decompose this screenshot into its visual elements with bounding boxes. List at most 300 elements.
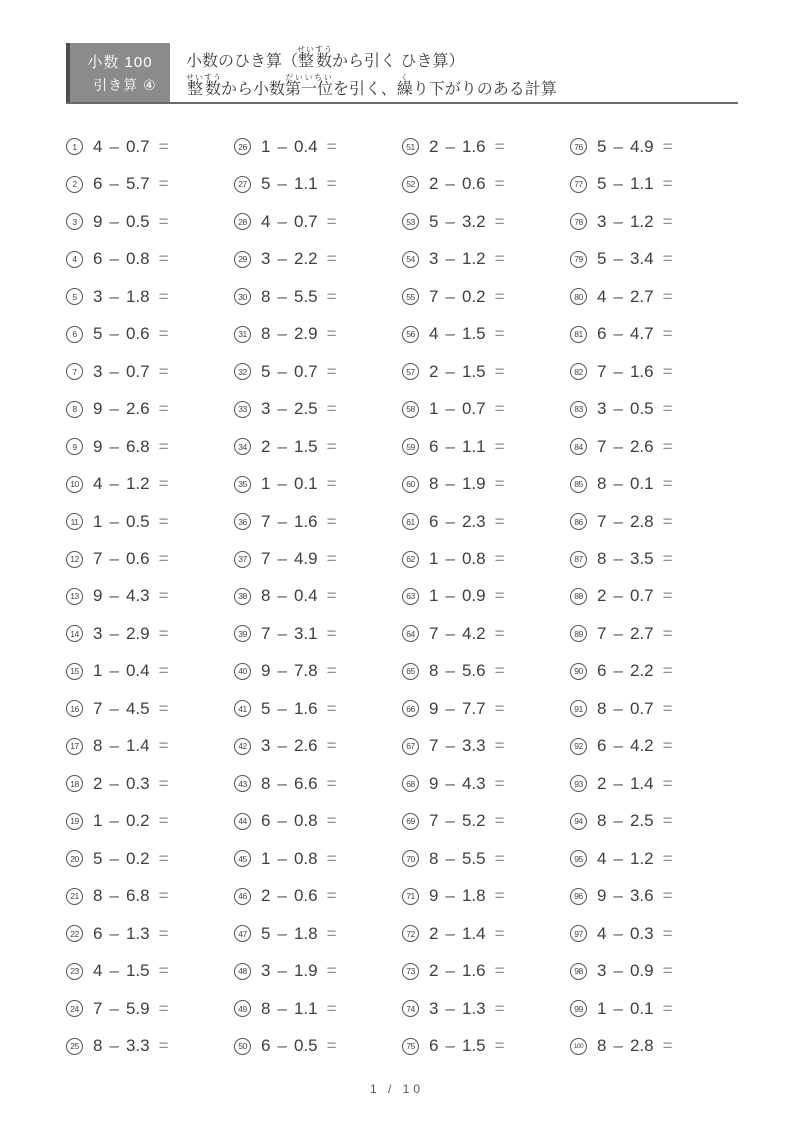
equals-sign: = xyxy=(326,1036,337,1056)
problem-number-badge: 54 xyxy=(402,251,419,268)
minus-sign: – xyxy=(613,174,623,194)
problem-expression: 9 – 0.5 = xyxy=(93,211,169,231)
minus-sign: – xyxy=(277,436,287,456)
minus-sign: – xyxy=(445,923,455,943)
equals-sign: = xyxy=(494,848,505,868)
problem-expression: 9 – 6.8 = xyxy=(93,436,169,456)
problem-number-badge: 41 xyxy=(234,700,251,717)
minus-sign: – xyxy=(445,249,455,269)
problem-expression: 9 – 3.6 = xyxy=(597,886,673,906)
problem-row xyxy=(66,953,234,990)
problem-number-badge: 88 xyxy=(570,588,587,605)
problem-number-badge: 6 xyxy=(66,326,83,343)
problem-expression: 5 – 1.8 = xyxy=(261,923,337,943)
minus-sign: – xyxy=(277,661,287,681)
equals-sign: = xyxy=(494,211,505,231)
problem-row xyxy=(570,803,738,840)
problem-row xyxy=(66,653,234,690)
equals-sign: = xyxy=(494,324,505,344)
minus-sign: – xyxy=(613,361,623,381)
problem-number-badge: 98 xyxy=(570,963,587,980)
problem-number-badge: 11 xyxy=(66,513,83,530)
problem-number-badge: 45 xyxy=(234,850,251,867)
problem-number-badge: 46 xyxy=(234,888,251,905)
equals-sign: = xyxy=(494,1036,505,1056)
problem-row xyxy=(402,428,570,465)
problem-row xyxy=(66,465,234,502)
minus-sign: – xyxy=(613,549,623,568)
minus-sign: – xyxy=(277,698,287,718)
equals-sign: = xyxy=(662,848,673,868)
problem-row xyxy=(66,353,234,390)
equals-sign: = xyxy=(662,549,673,568)
minus-sign: – xyxy=(445,811,455,831)
problem-row xyxy=(402,953,570,990)
problem-number-badge: 71 xyxy=(402,888,419,905)
problem-expression: 6 – 2.2 = xyxy=(597,661,673,681)
problem-row xyxy=(66,990,234,1027)
problem-expression: 2 – 0.7 = xyxy=(597,586,673,606)
problem-number-badge: 18 xyxy=(66,775,83,792)
problem-number-badge: 53 xyxy=(402,213,419,230)
minus-sign: – xyxy=(277,211,287,231)
equals-sign: = xyxy=(494,661,505,681)
equals-sign: = xyxy=(326,848,337,868)
minus-sign: – xyxy=(613,698,623,718)
equals-sign: = xyxy=(326,623,337,643)
problem-expression: 7 – 2.6 = xyxy=(597,436,673,456)
problem-row xyxy=(66,128,234,165)
problem-row xyxy=(66,578,234,615)
problem-expression: 7 – 4.2 = xyxy=(429,623,505,643)
equals-sign: = xyxy=(494,436,505,456)
problem-expression: 8 – 1.4 = xyxy=(93,736,169,756)
equals-sign: = xyxy=(662,623,673,643)
minus-sign: – xyxy=(109,811,119,831)
minus-sign: – xyxy=(613,848,623,868)
problem-number-badge: 34 xyxy=(234,438,251,455)
minus-sign: – xyxy=(277,998,287,1018)
minus-sign: – xyxy=(445,211,455,231)
equals-sign: = xyxy=(662,998,673,1018)
equals-sign: = xyxy=(326,324,337,344)
equals-sign: = xyxy=(662,1036,673,1056)
problem-number-badge: 97 xyxy=(570,925,587,942)
equals-sign: = xyxy=(494,811,505,831)
problem-expression: 1 – 0.8 = xyxy=(429,549,505,568)
equals-sign: = xyxy=(158,511,169,531)
problem-number-badge: 57 xyxy=(402,363,419,380)
problem-row xyxy=(570,203,738,240)
minus-sign: – xyxy=(277,399,287,419)
problem-number-badge: 27 xyxy=(234,176,251,193)
problem-row xyxy=(234,915,402,952)
problem-expression: 9 – 4.3 = xyxy=(93,586,169,606)
minus-sign: – xyxy=(277,136,287,156)
minus-sign: – xyxy=(445,136,455,156)
minus-sign: – xyxy=(277,623,287,643)
minus-sign: – xyxy=(277,811,287,831)
problem-number-badge: 89 xyxy=(570,625,587,642)
problem-row xyxy=(234,728,402,765)
problem-number-badge: 68 xyxy=(402,775,419,792)
problem-row xyxy=(570,915,738,952)
equals-sign: = xyxy=(662,586,673,606)
problem-expression: 7 – 2.8 = xyxy=(597,511,673,531)
problem-number-badge: 23 xyxy=(66,963,83,980)
minus-sign: – xyxy=(613,998,623,1018)
minus-sign: – xyxy=(445,174,455,194)
equals-sign: = xyxy=(326,998,337,1018)
problem-expression: 7 – 5.2 = xyxy=(429,811,505,831)
minus-sign: – xyxy=(109,399,119,419)
problem-number-badge: 3 xyxy=(66,213,83,230)
problem-row xyxy=(570,653,738,690)
problem-row xyxy=(402,690,570,727)
problem-row xyxy=(234,878,402,915)
problem-number-badge: 2 xyxy=(66,176,83,193)
problem-number-badge: 14 xyxy=(66,625,83,642)
problem-row xyxy=(234,840,402,877)
problem-expression: 3 – 2.6 = xyxy=(261,736,337,756)
problem-number-badge: 52 xyxy=(402,176,419,193)
minus-sign: – xyxy=(445,511,455,531)
problem-expression: 5 – 1.6 = xyxy=(261,698,337,718)
minus-sign: – xyxy=(277,961,287,981)
worksheet-title: 小数のひき算（整数せいすうから引く ひき算） xyxy=(186,45,465,71)
problem-number-badge: 21 xyxy=(66,888,83,905)
problem-expression: 8 – 6.6 = xyxy=(261,773,337,793)
equals-sign: = xyxy=(158,923,169,943)
equals-sign: = xyxy=(326,474,337,494)
minus-sign: – xyxy=(445,549,455,568)
equals-sign: = xyxy=(158,773,169,793)
equals-sign: = xyxy=(662,286,673,306)
minus-sign: – xyxy=(613,324,623,344)
problem-number-badge: 56 xyxy=(402,326,419,343)
equals-sign: = xyxy=(662,773,673,793)
problem-expression: 3 – 0.5 = xyxy=(597,399,673,419)
problem-expression: 3 – 1.8 = xyxy=(93,286,169,306)
problem-row xyxy=(234,1028,402,1065)
problem-row xyxy=(234,315,402,352)
minus-sign: – xyxy=(445,361,455,381)
equals-sign: = xyxy=(494,474,505,494)
equals-sign: = xyxy=(158,661,169,681)
problem-row xyxy=(66,240,234,277)
minus-sign: – xyxy=(613,474,623,494)
equals-sign: = xyxy=(158,848,169,868)
problem-row xyxy=(66,390,234,427)
problem-row xyxy=(570,465,738,502)
minus-sign: – xyxy=(109,549,119,568)
minus-sign: – xyxy=(445,773,455,793)
problem-row xyxy=(66,165,234,202)
problem-row xyxy=(234,653,402,690)
minus-sign: – xyxy=(445,661,455,681)
problem-row xyxy=(234,503,402,540)
problem-expression: 2 – 1.6 = xyxy=(429,961,505,981)
equals-sign: = xyxy=(326,286,337,306)
problem-row xyxy=(66,540,234,577)
problem-row xyxy=(570,1028,738,1065)
problem-expression: 8 – 1.9 = xyxy=(429,474,505,494)
minus-sign: – xyxy=(613,923,623,943)
problem-expression: 9 – 7.7 = xyxy=(429,698,505,718)
equals-sign: = xyxy=(158,286,169,306)
equals-sign: = xyxy=(662,174,673,194)
minus-sign: – xyxy=(445,286,455,306)
equals-sign: = xyxy=(494,174,505,194)
minus-sign: – xyxy=(109,211,119,231)
equals-sign: = xyxy=(158,623,169,643)
problem-number-badge: 65 xyxy=(402,663,419,680)
problem-number-badge: 51 xyxy=(402,138,419,155)
problem-row xyxy=(402,765,570,802)
problem-row xyxy=(234,128,402,165)
minus-sign: – xyxy=(445,399,455,419)
problem-number-badge: 84 xyxy=(570,438,587,455)
equals-sign: = xyxy=(662,324,673,344)
problem-expression: 8 – 2.8 = xyxy=(597,1036,673,1056)
problem-number-badge: 73 xyxy=(402,963,419,980)
problem-number-badge: 16 xyxy=(66,700,83,717)
problem-number-badge: 22 xyxy=(66,925,83,942)
problem-expression: 3 – 1.3 = xyxy=(429,998,505,1018)
equals-sign: = xyxy=(494,361,505,381)
problem-row xyxy=(402,503,570,540)
minus-sign: – xyxy=(277,886,287,906)
problem-number-badge: 17 xyxy=(66,738,83,755)
equals-sign: = xyxy=(494,286,505,306)
problem-expression: 7 – 3.3 = xyxy=(429,736,505,756)
minus-sign: – xyxy=(277,324,287,344)
problem-expression: 1 – 0.1 = xyxy=(261,474,337,494)
equals-sign: = xyxy=(326,661,337,681)
minus-sign: – xyxy=(109,773,119,793)
problem-row xyxy=(402,1028,570,1065)
problem-number-badge: 28 xyxy=(234,213,251,230)
problem-expression: 3 – 2.5 = xyxy=(261,399,337,419)
problem-row xyxy=(234,690,402,727)
equals-sign: = xyxy=(158,811,169,831)
problem-expression: 4 – 0.7 = xyxy=(261,211,337,231)
problem-row xyxy=(402,840,570,877)
problems-grid xyxy=(66,128,738,1065)
problem-number-badge: 67 xyxy=(402,738,419,755)
minus-sign: – xyxy=(109,586,119,606)
problem-expression: 1 – 0.5 = xyxy=(93,511,169,531)
equals-sign: = xyxy=(326,174,337,194)
equals-sign: = xyxy=(158,886,169,906)
problem-row xyxy=(66,315,234,352)
minus-sign: – xyxy=(109,998,119,1018)
problem-number-badge: 44 xyxy=(234,813,251,830)
equals-sign: = xyxy=(326,736,337,756)
problem-expression: 6 – 0.8 = xyxy=(93,249,169,269)
equals-sign: = xyxy=(158,361,169,381)
minus-sign: – xyxy=(277,586,287,606)
problem-number-badge: 32 xyxy=(234,363,251,380)
minus-sign: – xyxy=(613,249,623,269)
equals-sign: = xyxy=(326,549,337,568)
equals-sign: = xyxy=(326,361,337,381)
minus-sign: – xyxy=(277,923,287,943)
problem-row xyxy=(66,840,234,877)
problem-row xyxy=(234,353,402,390)
problem-number-badge: 7 xyxy=(66,363,83,380)
problem-row xyxy=(570,428,738,465)
equals-sign: = xyxy=(494,399,505,419)
problem-expression: 8 – 0.7 = xyxy=(597,698,673,718)
minus-sign: – xyxy=(109,136,119,156)
problem-expression: 5 – 0.6 = xyxy=(93,324,169,344)
problem-row xyxy=(66,428,234,465)
problem-expression: 2 – 0.6 = xyxy=(429,174,505,194)
minus-sign: – xyxy=(277,249,287,269)
equals-sign: = xyxy=(158,961,169,981)
problem-row xyxy=(570,240,738,277)
problem-row xyxy=(402,278,570,315)
minus-sign: – xyxy=(613,736,623,756)
problem-expression: 5 – 0.2 = xyxy=(93,848,169,868)
problem-expression: 7 – 1.6 = xyxy=(261,511,337,531)
minus-sign: – xyxy=(613,511,623,531)
problem-number-badge: 29 xyxy=(234,251,251,268)
worksheet-subtitle: 整数せいすうから小数第一位だいいちいを引く、繰くり下がりのある計算 xyxy=(186,72,557,98)
equals-sign: = xyxy=(158,399,169,419)
problem-expression: 9 – 7.8 = xyxy=(261,661,337,681)
problem-number-badge: 64 xyxy=(402,625,419,642)
equals-sign: = xyxy=(326,211,337,231)
equals-sign: = xyxy=(326,698,337,718)
problem-expression: 4 – 0.3 = xyxy=(597,923,673,943)
minus-sign: – xyxy=(109,736,119,756)
problem-number-badge: 60 xyxy=(402,476,419,493)
problem-expression: 5 – 3.4 = xyxy=(597,249,673,269)
problem-number-badge: 76 xyxy=(570,138,587,155)
minus-sign: – xyxy=(277,174,287,194)
problem-number-badge: 63 xyxy=(402,588,419,605)
problem-number-badge: 69 xyxy=(402,813,419,830)
problem-row xyxy=(570,953,738,990)
equals-sign: = xyxy=(494,923,505,943)
problem-row xyxy=(66,615,234,652)
equals-sign: = xyxy=(494,549,505,568)
problem-row xyxy=(570,840,738,877)
problem-number-badge: 26 xyxy=(234,138,251,155)
problem-number-badge: 20 xyxy=(66,850,83,867)
problem-expression: 2 – 1.5 = xyxy=(261,436,337,456)
equals-sign: = xyxy=(158,698,169,718)
page-number: 1 / 10 xyxy=(369,1082,425,1096)
minus-sign: – xyxy=(277,1036,287,1056)
equals-sign: = xyxy=(326,811,337,831)
problem-number-badge: 19 xyxy=(66,813,83,830)
minus-sign: – xyxy=(445,1036,455,1056)
minus-sign: – xyxy=(109,848,119,868)
problem-number-badge: 33 xyxy=(234,401,251,418)
equals-sign: = xyxy=(158,174,169,194)
equals-sign: = xyxy=(326,961,337,981)
problem-expression: 7 – 1.6 = xyxy=(597,361,673,381)
problem-row xyxy=(234,578,402,615)
problem-expression: 1 – 0.1 = xyxy=(597,998,673,1018)
problem-expression: 1 – 0.7 = xyxy=(429,399,505,419)
problem-number-badge: 8 xyxy=(66,401,83,418)
problem-row xyxy=(66,878,234,915)
problem-expression: 4 – 2.7 = xyxy=(597,286,673,306)
problem-number-badge: 92 xyxy=(570,738,587,755)
problem-number-badge: 100 xyxy=(570,1038,587,1055)
problem-expression: 8 – 3.3 = xyxy=(93,1036,169,1056)
problem-number-badge: 80 xyxy=(570,288,587,305)
problem-expression: 8 – 2.5 = xyxy=(597,811,673,831)
problem-expression: 5 – 4.9 = xyxy=(597,136,673,156)
problem-number-badge: 49 xyxy=(234,1000,251,1017)
problem-number-badge: 35 xyxy=(234,476,251,493)
problem-row xyxy=(570,353,738,390)
worksheet-label-box xyxy=(66,43,170,102)
minus-sign: – xyxy=(277,474,287,494)
problem-row xyxy=(234,465,402,502)
equals-sign: = xyxy=(662,361,673,381)
minus-sign: – xyxy=(109,361,119,381)
problem-expression: 8 – 3.5 = xyxy=(597,549,673,568)
equals-sign: = xyxy=(158,211,169,231)
problem-row xyxy=(570,690,738,727)
problem-number-badge: 85 xyxy=(570,476,587,493)
equals-sign: = xyxy=(158,436,169,456)
problem-row xyxy=(234,278,402,315)
problem-number-badge: 94 xyxy=(570,813,587,830)
equals-sign: = xyxy=(326,886,337,906)
minus-sign: – xyxy=(445,586,455,606)
problem-row xyxy=(234,240,402,277)
problem-expression: 5 – 3.2 = xyxy=(429,211,505,231)
problem-row xyxy=(234,953,402,990)
problem-number-badge: 30 xyxy=(234,288,251,305)
problem-row xyxy=(402,878,570,915)
worksheet-header xyxy=(66,40,738,104)
problem-row xyxy=(402,915,570,952)
equals-sign: = xyxy=(326,249,337,269)
problem-number-badge: 83 xyxy=(570,401,587,418)
problem-row xyxy=(402,203,570,240)
problem-expression: 7 – 4.5 = xyxy=(93,698,169,718)
problem-row xyxy=(234,428,402,465)
problem-expression: 3 – 2.9 = xyxy=(93,623,169,643)
equals-sign: = xyxy=(662,811,673,831)
minus-sign: – xyxy=(277,511,287,531)
problem-row xyxy=(402,615,570,652)
problem-number-badge: 70 xyxy=(402,850,419,867)
equals-sign: = xyxy=(158,324,169,344)
problem-expression: 4 – 1.5 = xyxy=(429,324,505,344)
equals-sign: = xyxy=(662,923,673,943)
label-line-2: 引き算 ④ xyxy=(93,76,157,93)
minus-sign: – xyxy=(109,436,119,456)
problem-expression: 1 – 0.2 = xyxy=(93,811,169,831)
problem-expression: 6 – 4.7 = xyxy=(597,324,673,344)
minus-sign: – xyxy=(445,736,455,756)
worksheet-footer xyxy=(0,1082,794,1096)
problem-row xyxy=(570,878,738,915)
problem-number-badge: 74 xyxy=(402,1000,419,1017)
problem-expression: 6 – 1.3 = xyxy=(93,923,169,943)
problem-expression: 2 – 1.6 = xyxy=(429,136,505,156)
problem-expression: 5 – 0.7 = xyxy=(261,361,337,381)
